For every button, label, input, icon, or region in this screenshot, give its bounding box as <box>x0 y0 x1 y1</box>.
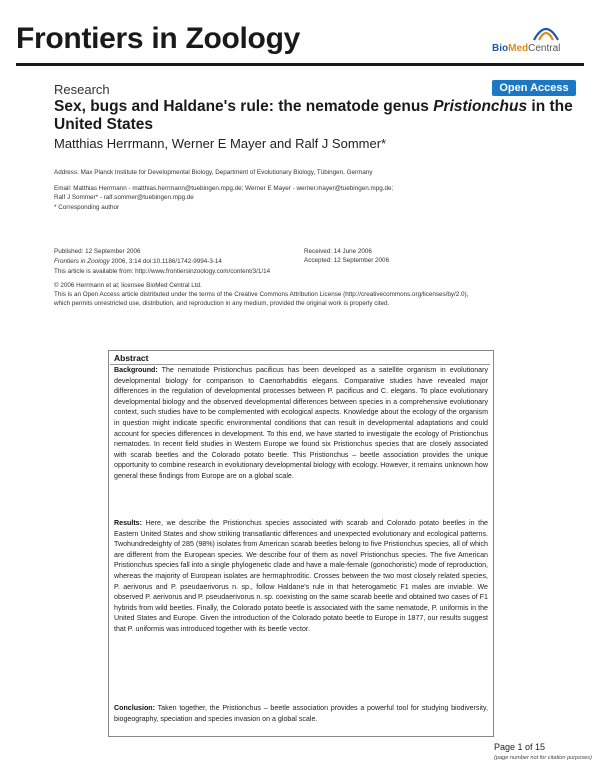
abstract-heading: Abstract <box>114 353 149 363</box>
open-access-badge: Open Access <box>492 80 576 96</box>
publisher-arc-icon <box>532 22 560 42</box>
accepted-date: Accepted: 12 September 2006 <box>304 257 390 264</box>
citation: Frontiers in Zoology 2006, 3:14 doi:10.1186/1742-9994-3-14 <box>54 258 222 265</box>
page-number-note: (page number not for citation purposes) <box>494 755 592 761</box>
section-label: Research <box>54 82 110 97</box>
address: Address: Max Planck Institute for Developmental Biology, Department of Evolutionary Biology, Tübingen, Germany <box>54 169 373 176</box>
email-line-2: Ralf J Sommer* - ralf.sommer@tuebingen.mpg.de <box>54 194 194 201</box>
publisher-name: BioMedCentral <box>492 43 561 54</box>
article-title: Sex, bugs and Haldane's rule: the nematode genus Pristionchus in the United States <box>54 98 573 133</box>
abstract-conclusion: Conclusion: Taken together, the Pristionchus – beetle association provides a powerful tool for studying biodiversity, biogeography, speciation and species invasion on a global scale. <box>114 704 488 723</box>
copyright: © 2006 Herrmann et al; licensee BioMed Central Ltd. <box>54 282 202 289</box>
publisher-logo <box>492 22 570 54</box>
abstract-background: Background: The nematode Pristionchus pacificus has been developed as a satellite organism in evolutionary developmental biology for comparison to Caenorhabditis elegans. Comparative studies have revealed major differences in the regulation of developmental processes between P. pacificus and C. elegans. To place evolutionary developmental biology and the observed developmental differences between species in a comprehensive evolutionary context, such studies have to be complemented with ecological aspects. Knowledge about the ecology of the organism in question might indicate specific environmental conditions that can result in developmental adaptations and could account for species differences in development. To this end, we have started to investigate the ecology of Pristionchus nematodes. In recent field studies in Western Europe we found six Pristionchus species that are closely associated with scarab beetles and the Colorado potato beetle. This Pristionchus – beetle association provides the unique opportunity to combine research in evolutionary developmental biology with ecology. However, it remains unknown how general these findings from Europe are on a global scale. <box>114 366 488 480</box>
header-rule <box>16 63 584 66</box>
page-number: Page 1 of 15 <box>494 742 546 752</box>
email-line-1: Email: Matthias Herrmann - matthias.herrmann@tuebingen.mpg.de; Werner E Mayer - werner.mayer@tuebingen.mpg.de; <box>54 185 394 192</box>
corresponding-note: * Corresponding author <box>54 204 120 211</box>
article-url: This article is available from: http://www.frontiersinzoology.com/content/3/1/14 <box>54 268 271 275</box>
license-line-1: This is an Open Access article distributed under the terms of the Creative Commons Attribution License (http://creativecommons.org/licenses/by/2.0), <box>54 291 469 298</box>
author-list: Matthias Herrmann, Werner E Mayer and Ralf J Sommer* <box>54 136 387 151</box>
journal-title: Frontiers in Zoology <box>16 22 300 55</box>
abstract-results: Results: Here, we describe the Pristionchus species associated with scarab and Colorado potato beetles in the Eastern United States and show striking transatlantic differences and unexpected evolutionary and ecological patterns. Twohundredeighty of 285 (98%) isolates from American scarab beetles belong to five Pristionchus species, all of which are different from the European species. We describe four of them as novel Pristionchus species. The five American Pristionchus species fall into a single phylogenetic clade and have a male-female (gonochoristic) mode of reproduction, whereas the majority of European isolates are hermaphroditic. Crosses between the two most closely related species, P. aerivorus and P. pseudaerivorus n. sp., follow Haldane's rule in that heterogametic F1 males are inviable. We observed P. aerivorus and P. pseudaerivorus n. sp. coexisting on the same scarab beetle and obtained two cases of F1 hybrids from wild beetles. Finally, the Colorado potato beetle is associated with the same nematode, P. uniformis in the United States and Europe. Given the introduction of the Colorado potato beetle to Europe in 1877, our results suggest that P. uniformis was introduced together with its beetle vector. <box>114 519 488 633</box>
published-date: Published: 12 September 2006 <box>54 248 141 255</box>
license-line-2: which permits unrestricted use, distribution, and reproduction in any medium, provided the original work is properly cited. <box>54 300 390 307</box>
received-date: Received: 14 June 2006 <box>304 248 372 255</box>
